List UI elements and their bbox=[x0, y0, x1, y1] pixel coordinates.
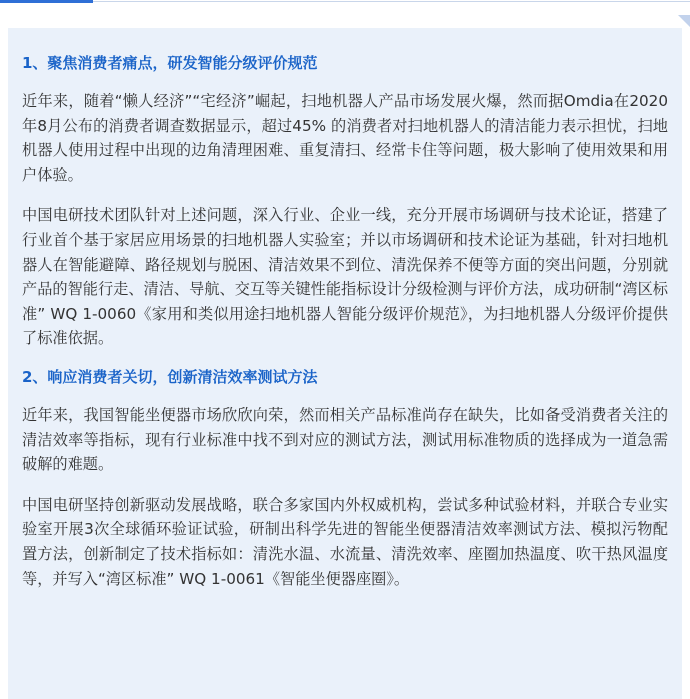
article-panel bbox=[8, 28, 682, 699]
paragraph-2-1: 近年来，我国智能坐便器市场欣欣向荣，然而相关产品标准尚存在缺失，比如备受消费者关注的清洁效率等指标，现有行业标准中找不到对应的测试方法，测试用标准物质的选择成为一道急需破解的难题。 bbox=[22, 405, 668, 474]
top-divider-line bbox=[93, 1, 690, 2]
paragraph-1-2: 中国电研技术团队针对上述问题，深入行业、企业一线，充分开展市场调研与技术论证，搭建了行业首个基于家居应用场景的扫地机器人实验室；并以市场调研和技术论证为基础，针对扫地机器人在智能避障、路径规划与脱困、清洁效果不到位、清洗保养不便等方面的突出问题，分别就产品的智能行走、清洁、导航、交互等关键性能指标设计分级检测与评价方法，成功研制“湾区标准” WQ 1-0060《家用和类似用途扫地机器人智能分级评价规范》，为扫地机器人分级评价提供了标准依据。 bbox=[22, 206, 668, 348]
top-accent-bar bbox=[0, 0, 93, 3]
section-heading-1: 1、聚焦消费者痛点，研发智能分级评价规范 bbox=[22, 54, 318, 72]
paragraph-1-1: 近年来，随着“懒人经济”“宅经济”崛起，扫地机器人产品市场发展火爆，然而据Omdia在2020年8月公布的消费者调查数据显示，超过45% 的消费者对扫地机器人的清洁能力表示担忧，扫地机器人使用过程中出现的边角清理困难、重复清扫、经常卡住等问题，极大影响了使用效果和用户体验。 bbox=[22, 92, 668, 184]
article-content bbox=[8, 28, 682, 591]
section-heading-2: 2、响应消费者关切，创新清洁效率测试方法 bbox=[22, 367, 318, 386]
paragraph-2-2: 中国电研坚持创新驱动发展战略，联合多家国内外权威机构，尝试多种试验材料，并联合专业实验室开展3次全球循环验证试验，研制出科学先进的智能坐便器清洁效率测试方法、模拟污物配置方法，创新制定了技术指标如：清洗水温、水流量、清洗效率、座圈加热温度、吹干热风温度等，并写入“湾区标准” WQ 1-0061《智能坐便器座圈》。 bbox=[22, 495, 668, 588]
corner-triangle-decoration bbox=[678, 15, 690, 27]
